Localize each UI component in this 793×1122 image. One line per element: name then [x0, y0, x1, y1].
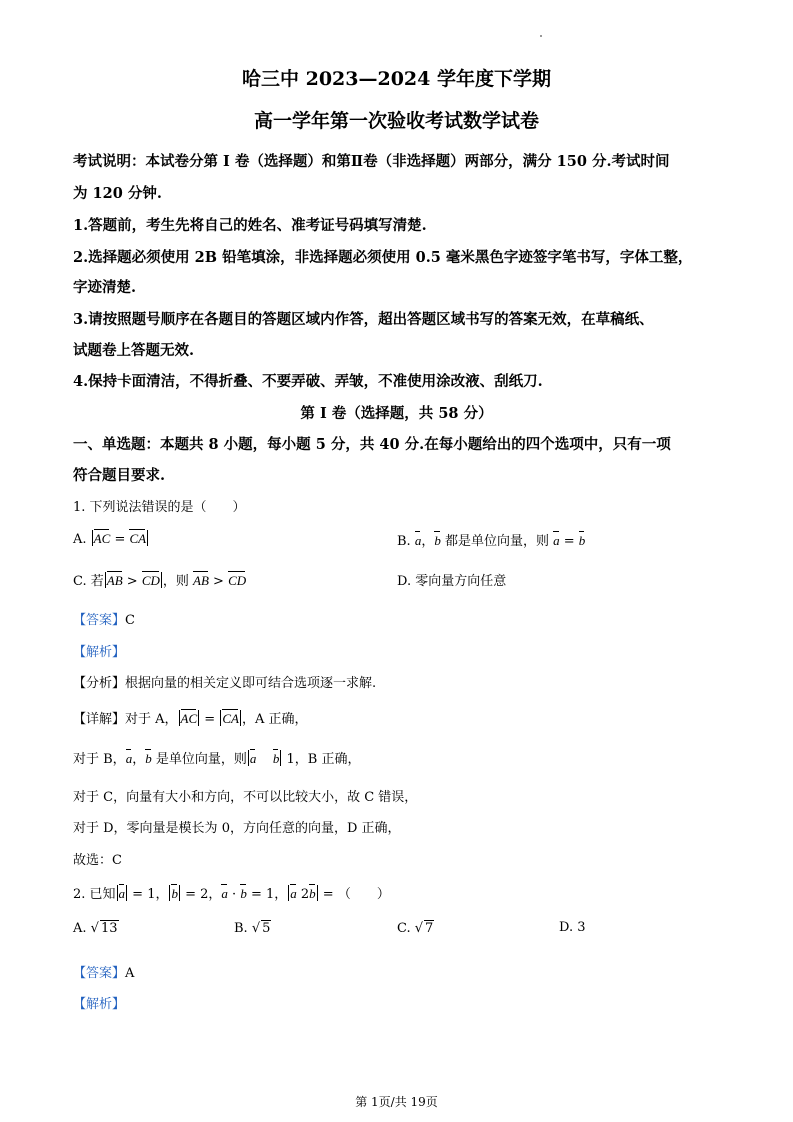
- q1-xj-a-vec1: AC: [180, 711, 198, 726]
- q1-answer: [73, 609, 135, 628]
- q2-option-c-label: C.: [397, 921, 411, 936]
- q1-xj-a-pre: 对于 A，: [125, 712, 178, 727]
- q1-a-vector-ac: AC: [93, 531, 111, 546]
- q1-analysis-tag: 【解析】: [73, 645, 126, 660]
- q1-xiangjie-b: [73, 748, 360, 767]
- q1-xiangjie-a: [73, 708, 308, 727]
- q1-option-a-label: A.: [73, 532, 87, 547]
- q1-option-a: [73, 530, 149, 547]
- q2-answer: [73, 962, 134, 981]
- exam-title-line1: 哈三中 2023—2024 学年度下学期: [242, 68, 551, 90]
- q1-xiangjie-c: 对于 C，向量有大小和方向，不可以比较大小，故 C 错误，: [73, 790, 418, 805]
- q1-guxuan: 故选：C: [73, 853, 122, 868]
- q2-answer-value: A: [125, 966, 135, 981]
- q2-option-b: B. √ 5: [234, 921, 271, 936]
- q2-eq2: = 2，: [180, 887, 222, 902]
- q1-xj-b-v2: b: [145, 751, 152, 766]
- exam-title-line2: 高一学年第一次验收考试数学试卷: [253, 110, 539, 132]
- q2-expr-b: b: [309, 886, 316, 901]
- instruction-item-2b: 字迹清楚.: [73, 279, 137, 296]
- q1-option-d: D. 零向量方向任意: [397, 574, 507, 589]
- q1-fenxi-tag: 【分析】: [73, 676, 126, 691]
- q1-fenxi: [73, 672, 376, 691]
- q2-option-a-value: 13: [100, 921, 118, 936]
- instruction-item-1: 1.答题前，考生先将自己的姓名、准考证号码填写清楚.: [73, 217, 427, 234]
- q1-b-eq-right: b: [578, 533, 586, 548]
- q2-option-a-label: A.: [73, 921, 87, 936]
- q2-option-b-value: 5: [262, 921, 271, 936]
- q1-xiangjie-tag: 【详解】: [73, 712, 126, 727]
- q2-option-d: D. 3: [559, 920, 586, 935]
- q1-answer-tag: 【答案】: [73, 613, 126, 628]
- q1-xj-b-eq: 1: [282, 752, 295, 767]
- q2-dot-a: a: [221, 886, 228, 901]
- q1-xj-b-v1: a: [125, 751, 133, 766]
- q1-xj-a-vec2: CA: [222, 711, 239, 726]
- q1-option-c-label: C. 若: [73, 574, 104, 589]
- q1-xj-b-sep: ，: [132, 752, 146, 767]
- q2-expr-a: a: [290, 886, 297, 901]
- q1-xj-b-mid: 是单位向量，则: [151, 752, 247, 767]
- instructions-line1: 考试说明：本试卷分第 I 卷（选择题）和第Ⅱ卷（非选择题）两部分，满分 150 分.考试时间: [73, 153, 670, 170]
- instruction-item-3b: 试题卷上答题无效.: [73, 342, 195, 359]
- q1-c-mid: ，则: [162, 574, 194, 589]
- q2-vec-b: b: [171, 886, 178, 901]
- q1-b-sep: ，: [421, 534, 435, 549]
- q1-xj-b-left: a: [249, 751, 257, 766]
- q1-option-b-label: B.: [397, 534, 411, 549]
- q1-answer-value: C: [125, 613, 135, 628]
- instruction-item-2a: 2.选择题必须使用 2B 铅笔填涂，非选择题必须使用 0.5 毫米黑色字迹签字笔书写，字体工整，: [73, 249, 693, 266]
- q1-a-operator: =: [114, 532, 126, 547]
- q1-xj-b-pre: 对于 B，: [73, 752, 126, 767]
- q2-eq1: = 1，: [128, 887, 169, 902]
- q2-eq3: = 1，: [246, 887, 288, 902]
- q1-option-b: [397, 530, 585, 549]
- q2-option-c-value: 7: [425, 921, 434, 936]
- q1-b-vector-b: b: [434, 533, 441, 548]
- q2-expr-op: 2: [296, 887, 310, 902]
- q1-c-vector-cd: CD: [141, 573, 160, 588]
- q1-c-gt2: >: [208, 574, 229, 589]
- q1-xj-b-right: b: [272, 751, 280, 766]
- q1-option-c: [73, 570, 246, 589]
- q1-b-eq-left: a: [553, 533, 560, 548]
- section-title: 第 I 卷（选择题，共 58 分）: [300, 405, 493, 422]
- q2-dot-op: ·: [227, 887, 241, 902]
- q2-option-a: A. √ 13: [73, 921, 118, 936]
- q2-answer-tag: 【答案】: [73, 966, 126, 981]
- section-desc-line1: 一、单选题：本题共 8 小题，每小题 5 分，共 40 分.在每小题给出的四个选项中，只有一项: [73, 436, 671, 453]
- q1-c-vector-ab: AB: [106, 573, 123, 588]
- q2-eq4: = （ ）: [318, 887, 390, 902]
- q1-b-vector-a: a: [414, 533, 422, 548]
- q1-b-text: 都是单位向量，则: [440, 534, 554, 549]
- q2-dot-b: b: [240, 886, 247, 901]
- instruction-item-3a: 3.请按照题号顺序在各题目的答题区域内作答，超出答题区域书写的答案无效，在草稿纸、: [73, 311, 654, 328]
- q1-c-vector-cd2: CD: [228, 573, 247, 588]
- q2-vec-a: a: [118, 886, 126, 901]
- instructions-line2: 为 120 分钟.: [73, 185, 162, 202]
- q1-a-vector-ca: CA: [129, 531, 147, 546]
- q1-xiangjie-d: 对于 D，零向量是模长为 0，方向任意的向量，D 正确，: [73, 821, 401, 836]
- q2-option-b-label: B.: [234, 921, 248, 936]
- q2-stem-pre: 2. 已知: [73, 887, 116, 902]
- q1-xj-a-eq: =: [200, 712, 220, 727]
- q1-xj-b-post: ，B 正确，: [294, 752, 361, 767]
- q1-fenxi-text: 根据向量的相关定义即可结合选项逐一求解.: [125, 676, 377, 691]
- q1-c-gt: >: [122, 574, 142, 589]
- q2-stem: [73, 883, 390, 902]
- q1-xj-a-post: ，A 正确，: [241, 712, 308, 727]
- instruction-item-4: 4.保持卡面清洁，不得折叠、不要弄破、弄皱，不准使用涂改液、刮纸刀.: [73, 373, 543, 390]
- q1-b-eq-op: =: [559, 534, 579, 549]
- page-number: 第 1页/共 19页: [355, 1095, 438, 1109]
- q2-option-c: C. √ 7: [397, 921, 434, 936]
- q2-analysis-tag: 【解析】: [73, 997, 126, 1012]
- section-desc-line2: 符合题目要求.: [73, 467, 166, 484]
- corner-mark: [540, 35, 542, 37]
- q1-stem: 1. 下列说法错误的是（ ）: [73, 500, 246, 515]
- q1-c-vector-ab2: AB: [193, 573, 209, 588]
